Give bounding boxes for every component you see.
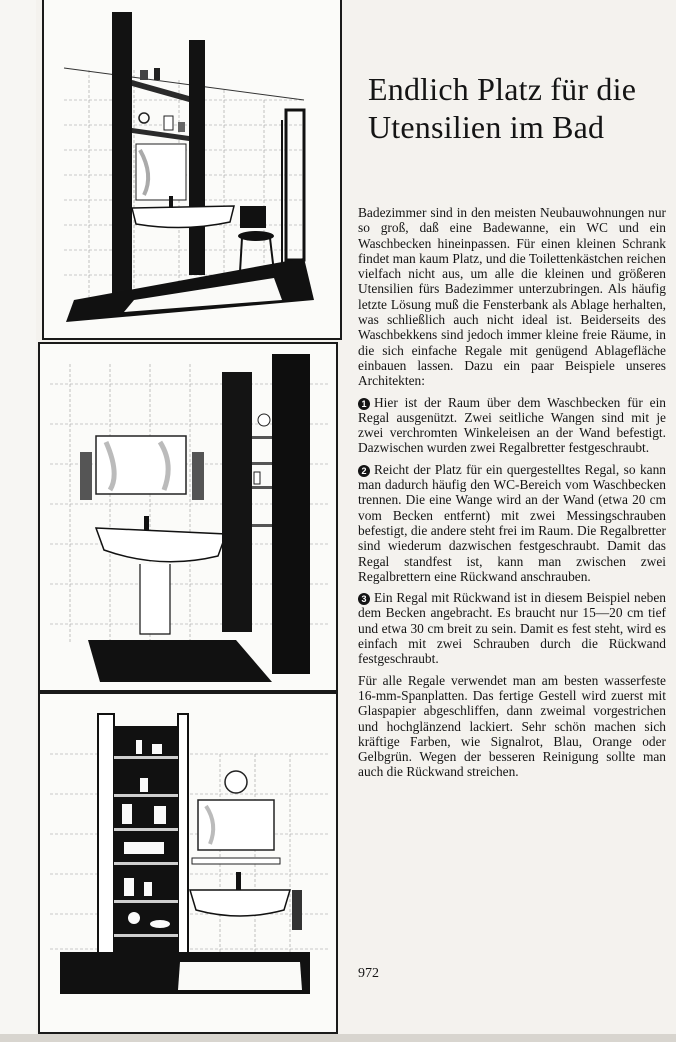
section-1-text: Hier ist der Raum über dem Waschbecken für ein Regal ausgenützt. Zwei seitliche Wangen sind mit je zwei verchromten Winkeleisen an der Wand befestigt. Dazwischen wurden zwei Regalbretter festgeschraubt. (358, 394, 666, 456)
page-margin (0, 0, 36, 1042)
illustration-shelf-with-backpanel (38, 692, 338, 1034)
page-bottom-edge (0, 1034, 676, 1042)
illustration-partition-shelf (38, 342, 338, 692)
article-section-2 (358, 462, 666, 584)
article-body (358, 205, 666, 786)
section-2-text: Reicht der Platz für ein quergestelltes Regal, so kann man dadurch häufig den WC-Bereich vom Waschbecken trennen. Die eine Wange wird an der Wand (etwa 20 cm vom Becken entfernt) mit zwei Messingschrauben befestigt, die andere steht frei im Raum. Die Regalbretter sind wiederum dazwischen festgeschraubt. Damit das Regal standfest ist, kann man zwischen zwei Regalbrettern eine Rückwand anschrauben. (358, 461, 666, 584)
bathroom-drawing-2 (40, 344, 336, 690)
number-marker-3: 3 (358, 593, 370, 605)
article-title: Endlich Platz für die Utensilien im Bad (368, 71, 637, 145)
section-3-text: Ein Regal mit Rückwand ist in diesem Beispiel neben dem Becken angebracht. Es braucht nur 15—20 cm tief und etwa 30 cm breit zu sein. Damit es fest steht, wird es einfach mit zwei Schrauben durch die Rückwand festgeschraubt. (358, 590, 666, 667)
number-marker-2: 2 (358, 465, 370, 477)
illustration-shelf-above-basin (42, 0, 342, 340)
article-intro: Badezimmer sind in den meisten Neubauwohnungen nur so groß, daß eine Badewanne, ein WC und ein Waschbecken hineinpassen. Für einen kleinen Schrank findet man kaum Platz, und die Toilettenkästchen reichen vielfach nicht aus, um alle die kleinen und größeren Utensilien fürs Badezimmer unterzubringen. Als häufig letzte Lösung muß die Fensterbank als Ablage herhalten, was schließlich auch nicht ideal ist. Beiderseits des Waschbekkens sind jedoch immer kleine freie Räume, in die sich einfache Regale mit genügend Ablagefläche einbauen lassen. Dazu ein paar Beispiele unseres Architekten: (358, 205, 666, 389)
article-section-3 (358, 590, 666, 666)
number-marker-1: 1 (358, 398, 370, 410)
article-section-1 (358, 395, 666, 456)
bathroom-drawing-1 (44, 0, 340, 338)
page-number: 972 (358, 966, 379, 981)
article-closing: Für alle Regale verwendet man am besten wasserfeste 16-mm-Spanplatten. Das fertige Gestell wird zuerst mit Glaspapier abgeschliffen, dann zweimal vorgestrichen und hochglänzend lackiert. Sehr schön machen sich kräftige Farben, wie Signalrot, Blau, Orange oder Gelbgrün. Wegen der besseren Reinigung sollte man auch die Rückwand streichen. (358, 672, 666, 780)
bathroom-drawing-3 (40, 694, 336, 1032)
